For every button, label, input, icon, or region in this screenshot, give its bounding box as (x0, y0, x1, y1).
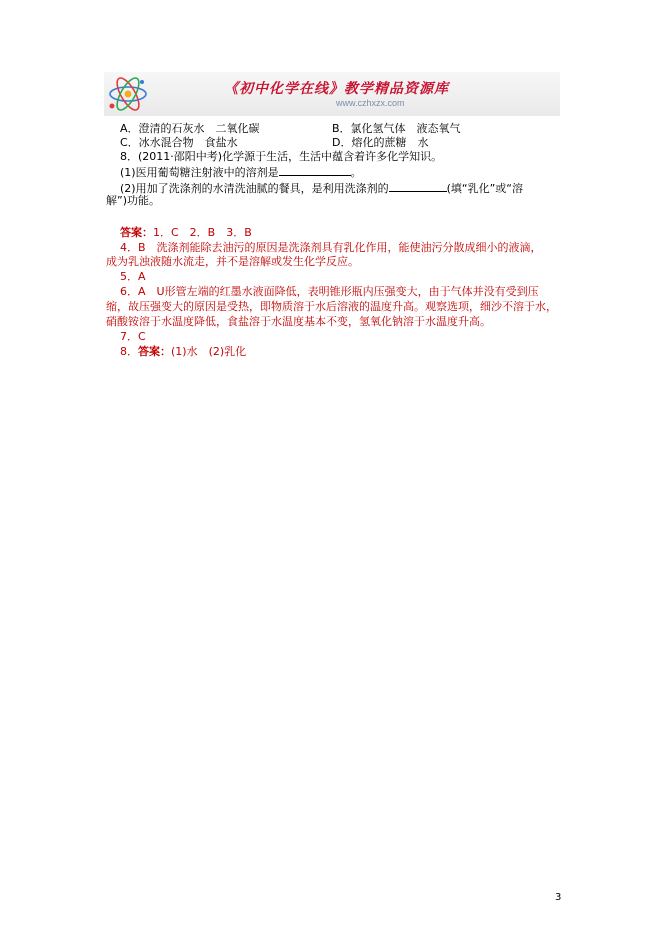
answer8-label: 答案： (138, 345, 171, 358)
answer8-number: 8． (120, 345, 138, 358)
option-a: A．澄清的石灰水 二氧化碳 (120, 122, 260, 135)
question8-part1 (120, 164, 362, 180)
atom-logo-icon (106, 74, 150, 114)
answers-line1 (120, 226, 252, 240)
answer4-line1: 4．B 洗涤剂能除去油污的原因是洗涤剂具有乳化作用，能使油污分散成细小的液滴， (120, 241, 542, 254)
question8-part1-end: 。 (350, 166, 362, 179)
fill-blank (389, 180, 447, 192)
question8-stem: 8．(2011·邵阳中考)化学源于生活，生活中蕴含着许多化学知识。 (120, 150, 443, 163)
question8-part1-text: (1)医用葡萄糖注射液中的溶剂是 (120, 166, 279, 179)
answer6-line2: 缩，故压强变大的原因是受热，即物质溶于水后溶液的温度升高。观察选项，细沙不溶于水， (106, 300, 557, 313)
question8-part2-text: (2)用加了洗涤剂的水清洗油腻的餐具，是利用洗涤剂的 (120, 182, 389, 195)
banner-title: 《初中化学在线》教学精品资源库 (224, 81, 449, 97)
question8-part2-cont: 解”)功能。 (106, 194, 160, 207)
option-d: D．熔化的蔗糖 水 (332, 136, 429, 149)
answer8 (120, 345, 246, 359)
fill-blank (279, 164, 351, 176)
answer4-line2: 成为乳浊液随水流走，并不是溶解或发生化学反应。 (106, 255, 359, 268)
answer6-line3: 硝酸铵溶于水温度降低，食盐溶于水温度基本不变，氢氧化钠溶于水温度升高。 (106, 315, 491, 328)
page-number: 3 (555, 892, 562, 903)
answers-1-3: 1．C 2．B 3．B (153, 226, 252, 239)
answer8-text: (1)水 (2)乳化 (171, 345, 247, 358)
header-banner (104, 72, 560, 116)
option-b: B．氯化氢气体 液态氧气 (332, 122, 461, 135)
answer6-line1: 6．A U形管左端的红墨水液面降低，表明锥形瓶内压强变大，由于气体并没有受到压 (120, 285, 539, 298)
option-c: C．冰水混合物 食盐水 (120, 136, 238, 149)
question8-part2-end: (填“乳化”或“溶 (446, 182, 523, 195)
answers-label: 答案： (120, 226, 153, 239)
answer5: 5．A (120, 270, 146, 283)
question8-part2 (120, 180, 523, 196)
answer7: 7．C (120, 330, 146, 343)
banner-url: www.czhxzx.com (336, 98, 405, 108)
